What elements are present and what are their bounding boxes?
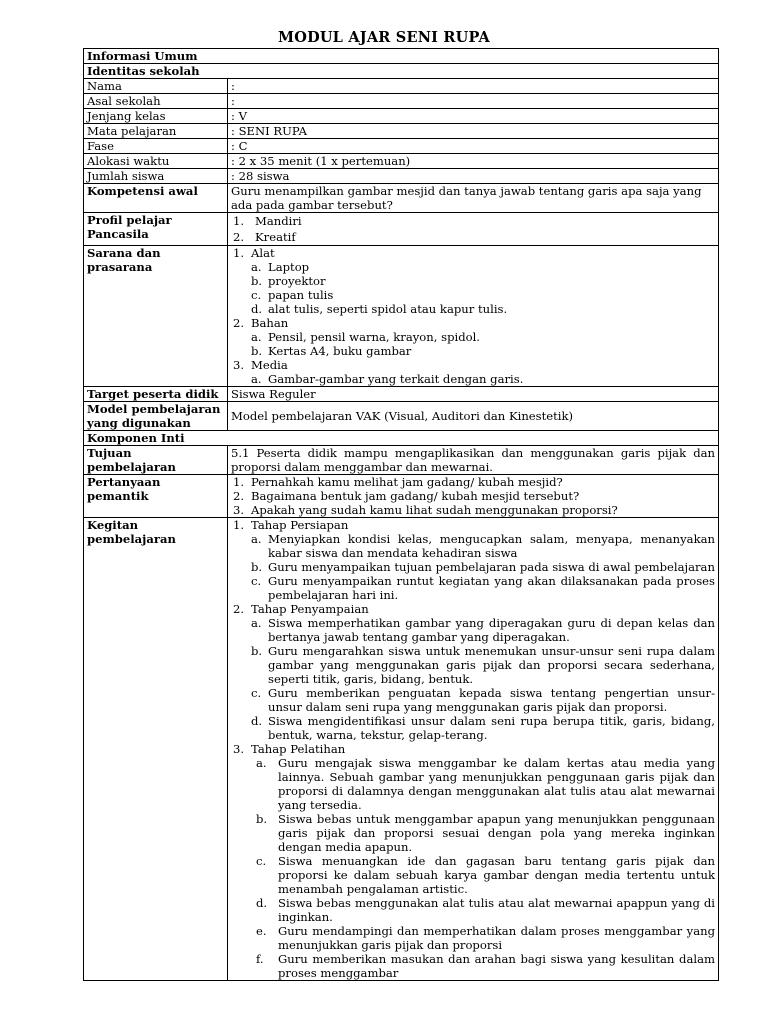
kegiatan-label: Kegitan pembelajaran [84, 518, 228, 981]
field-label: Asal sekolah [84, 94, 228, 109]
table-row [84, 79, 719, 94]
list-item [231, 616, 715, 644]
list-text: Pernahkah kamu melihat jam gadang/ kubah mesjid? [251, 475, 563, 489]
list-text: Guru memberikan penguatan kepada siswa tentang pengertian unsur-unsur dalam seni rupa yang menggunakan garis pijak dan proporsi. [268, 686, 715, 714]
field-value: : V [228, 109, 719, 124]
list-item [231, 644, 715, 686]
profil-value [228, 213, 719, 246]
list-letter: d. [256, 896, 268, 910]
page-title: MODUL AJAR SENI RUPA [277, 29, 490, 46]
list-item [231, 330, 715, 344]
kegiatan-value [228, 518, 719, 981]
list-letter: b. [251, 344, 263, 358]
list-letter: a. [256, 756, 267, 770]
section-identitas-sekolah: Identitas sekolah [84, 64, 719, 79]
module-table [83, 48, 719, 981]
list-item [231, 560, 715, 574]
stage [231, 518, 715, 602]
list-item [231, 532, 715, 560]
list-item [231, 229, 715, 245]
kegiatan-list [231, 518, 715, 980]
pertanyaan-list [231, 475, 715, 517]
list-number: 2. [233, 230, 245, 244]
sarana-group [231, 358, 715, 386]
table-row [84, 94, 719, 109]
list-number: 2. [233, 489, 245, 503]
group-name: Bahan [251, 316, 289, 330]
list-text: Menyiapkan kondisi kelas, mengucapkan salam, menyapa, menanyakan kabar siswa dan mendata kehadiran siswa [268, 532, 715, 560]
field-value: : SENI RUPA [228, 124, 719, 139]
table-row-tujuan [84, 446, 719, 475]
list-text: Gambar-gambar yang terkait dengan garis. [268, 372, 524, 386]
list-text: Bagaimana bentuk jam gadang/ kubah mesjid tersebut? [251, 489, 580, 503]
section-row [84, 64, 719, 79]
list-number: 3. [233, 742, 245, 756]
list-number: 3. [233, 503, 245, 517]
list-item [231, 260, 715, 274]
list-letter: b. [251, 274, 263, 288]
field-value: : 2 x 35 menit (1 x pertemuan) [228, 154, 719, 169]
list-number: 1. [233, 246, 245, 260]
list-number: 1. [233, 518, 245, 532]
list-item [231, 475, 715, 489]
list-letter: a. [251, 372, 262, 386]
list-text: Siswa bebas menggunakan alat tulis atau alat mewarnai apappun yang di inginkan. [278, 896, 715, 924]
sublist [231, 532, 715, 602]
list-number: 1. [233, 475, 245, 489]
sarana-group [231, 246, 715, 316]
list-item [231, 896, 715, 924]
field-label: Nama [84, 79, 228, 94]
table-row [84, 109, 719, 124]
section-informasi-umum: Informasi Umum [84, 49, 719, 64]
sarana-value [228, 246, 719, 387]
field-label: Alokasi waktu [84, 154, 228, 169]
target-value: Siswa Reguler [228, 387, 719, 402]
list-letter: c. [251, 686, 262, 700]
list-item [231, 924, 715, 952]
list-text: proyektor [268, 274, 326, 288]
list-letter: b. [256, 812, 268, 826]
sarana-list [231, 246, 715, 386]
list-item [231, 288, 715, 302]
list-letter: c. [251, 288, 262, 302]
table-row-pertanyaan [84, 475, 719, 518]
sublist [231, 330, 715, 358]
list-item [231, 574, 715, 602]
list-letter: f. [256, 952, 264, 966]
kompetensi-value: Guru menampilkan gambar mesjid dan tanya jawab tentang garis apa saja yang ada pada gambar tersebut? [228, 184, 719, 213]
list-item [231, 503, 715, 517]
model-value: Model pembelajaran VAK (Visual, Auditori dan Kinestetik) [228, 402, 719, 431]
list-item [231, 686, 715, 714]
list-text: Kreatif [255, 230, 296, 244]
list-item [231, 854, 715, 896]
list-number: 2. [233, 602, 245, 616]
list-item [231, 812, 715, 854]
list-text: Kertas A4, buku gambar [268, 344, 412, 358]
list-text: Guru mendampingi dan memperhatikan dalam proses menggambar yang menunjukkan garis pijak dan proporsi [278, 924, 715, 952]
list-text: alat tulis, seperti spidol atau kapur tulis. [268, 302, 508, 316]
list-number: 3. [233, 358, 245, 372]
list-text: Pensil, pensil warna, krayon, spidol. [268, 330, 480, 344]
list-letter: b. [251, 560, 263, 574]
stage-name: Tahap Pelatihan [251, 742, 346, 756]
list-text: Guru mengarahkan siswa untuk menemukan unsur-unsur seni rupa dalam gambar yang menggunakan garis pijak dan proporsi secara sederhana, seperti titik, garis, bidang, bentuk. [268, 644, 715, 686]
table-row-model [84, 402, 719, 431]
list-letter: a. [251, 532, 262, 546]
field-label: Mata pelajaran [84, 124, 228, 139]
list-item [231, 714, 715, 742]
pertanyaan-value [228, 475, 719, 518]
profil-list [231, 213, 715, 245]
sublist [231, 616, 715, 742]
list-item [231, 344, 715, 358]
list-text: Guru menyampaikan runtut kegiatan yang akan dilaksanakan pada proses pembelajaran hari ini. [268, 574, 715, 602]
list-text: Guru memberikan masukan dan arahan bagi siswa yang kesulitan dalam proses menggambar [278, 952, 715, 980]
field-label: Fase [84, 139, 228, 154]
kompetensi-label: Kompetensi awal [84, 184, 228, 213]
list-item [231, 952, 715, 980]
tujuan-label: Tujuan pembelajaran [84, 446, 228, 475]
section-row [84, 431, 719, 446]
table-row-kompetensi [84, 184, 719, 213]
group-name: Alat [251, 246, 275, 260]
list-item [231, 302, 715, 316]
field-value: : [228, 79, 719, 94]
list-letter: c. [256, 854, 267, 868]
field-value: : 28 siswa [228, 169, 719, 184]
list-text: Mandiri [255, 214, 302, 228]
profil-label: Profil pelajar Pancasila [84, 213, 228, 246]
table-row [84, 154, 719, 169]
section-komponen-inti: Komponen Inti [84, 431, 719, 446]
table-row-target [84, 387, 719, 402]
list-item [231, 213, 715, 229]
list-item [231, 372, 715, 386]
stage [231, 602, 715, 742]
stage [231, 742, 715, 980]
list-item [231, 489, 715, 503]
list-letter: a. [251, 260, 262, 274]
field-value: : [228, 94, 719, 109]
field-label: Jumlah siswa [84, 169, 228, 184]
list-number: 1. [233, 214, 245, 228]
list-text: Siswa bebas untuk menggambar apapun yang menunjukkan penggunaan garis pijak dan proporsi sesuai dengan pola yang mereka inginkan dengan media apapun. [278, 812, 715, 854]
table-row-profil [84, 213, 719, 246]
section-row [84, 49, 719, 64]
group-name: Media [251, 358, 288, 372]
table-row-sarana [84, 246, 719, 387]
list-item [231, 756, 715, 812]
list-item [231, 274, 715, 288]
tujuan-value: 5.1 Peserta didik mampu mengaplikasikan dan menggunakan garis pijak dan proporsi dalam menggambar dan mewarnai. [228, 446, 719, 475]
list-letter: d. [251, 714, 263, 728]
field-value: : C [228, 139, 719, 154]
table-row-kegiatan [84, 518, 719, 981]
table-row [84, 139, 719, 154]
list-text: papan tulis [268, 288, 334, 302]
list-text: Laptop [268, 260, 310, 274]
list-letter: e. [256, 924, 267, 938]
stage-name: Tahap Penyampaian [251, 602, 369, 616]
list-letter: d. [251, 302, 263, 316]
list-text: Siswa menuangkan ide dan gagasan baru tentang garis pijak dan proporsi ke dalam sebuah karya gambar dengan media tertentu untuk menambah pengalaman artistic. [278, 854, 715, 896]
list-text: Siswa memperhatikan gambar yang diperagakan guru di depan kelas dan bertanya jawab tentang gambar yang diperagakan. [268, 616, 715, 644]
sublist [231, 260, 715, 316]
sublist [231, 756, 715, 980]
stage-name: Tahap Persiapan [251, 518, 349, 532]
table-row [84, 169, 719, 184]
list-text: Guru mengajak siswa menggambar ke dalam kertas atau media yang lainnya. Sebuah gambar yang menunjukkan penggunaan garis pijak dan proporsi di dalamnya dengan menggunakan alat tulis atau alat mewarnai yang tersedia. [278, 756, 715, 812]
list-text: Siswa mengidentifikasi unsur dalam seni rupa berupa titik, garis, bidang, bentuk, warna, tekstur, gelap-terang. [268, 714, 715, 742]
target-label: Target peserta didik [84, 387, 228, 402]
sublist [231, 372, 715, 386]
list-number: 2. [233, 316, 245, 330]
list-text: Guru menyampaikan tujuan pembelajaran pada siswa di awal pembelajaran [268, 560, 715, 574]
sarana-label: Sarana dan prasarana [84, 246, 228, 387]
field-label: Jenjang kelas [84, 109, 228, 124]
sarana-group [231, 316, 715, 358]
table-row [84, 124, 719, 139]
list-text: Apakah yang sudah kamu lihat sudah menggunakan proporsi? [251, 503, 618, 517]
list-letter: c. [251, 574, 262, 588]
list-letter: a. [251, 330, 262, 344]
list-letter: b. [251, 644, 263, 658]
model-label: Model pembelajaran yang digunakan [84, 402, 228, 431]
pertanyaan-label: Pertanyaan pemantik [84, 475, 228, 518]
list-letter: a. [251, 616, 262, 630]
